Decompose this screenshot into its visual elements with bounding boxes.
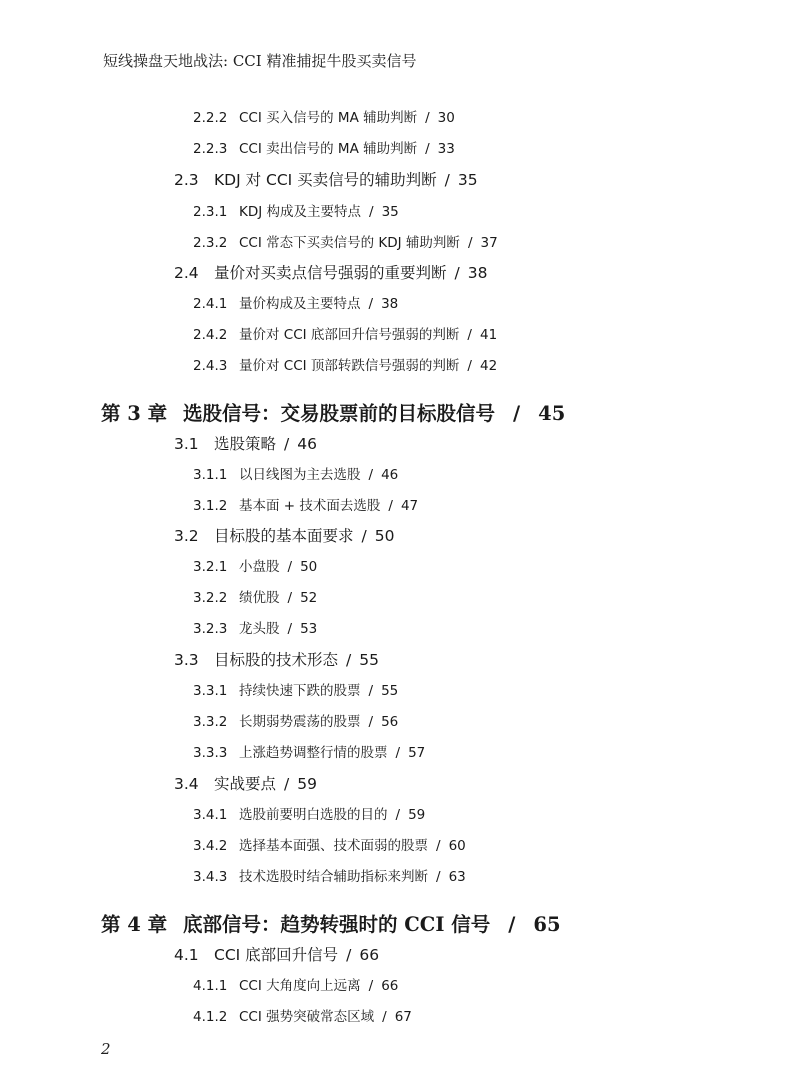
toc-entry[interactable] [193,586,317,606]
entry-page: 55 [381,683,399,699]
separator: / [395,807,401,823]
entry-title: 选股前要明白选股的目的 [239,807,388,823]
separator: / [284,775,290,793]
entry-number: 3.2.2 [193,590,228,606]
separator: / [467,327,472,343]
entry-number: 3.4.2 [193,838,228,854]
separator: / [467,235,473,251]
entry-title: 目标股的基本面要求 [214,527,354,545]
chapter-title: 底部信号：趋势转强时的 CCI 信号 [183,913,491,936]
entry-title: KDJ 构成及主要特点 [239,204,362,220]
separator: / [287,621,293,637]
toc-entry[interactable] [193,865,466,885]
separator: / [425,141,430,157]
toc-entry[interactable] [193,710,398,730]
separator: / [513,402,521,425]
toc-entry[interactable] [193,555,317,575]
entry-title: KDJ 对 CCI 买卖信号的辅助判断 [214,171,437,189]
entry-title: 目标股的技术形态 [214,651,339,669]
separator: / [287,559,293,575]
separator: / [388,498,393,514]
separator: / [361,527,367,545]
entry-page: 37 [480,235,498,251]
separator: / [382,1009,387,1025]
toc-entry[interactable] [193,106,455,126]
entry-title: 选股策略 [214,435,277,453]
entry-number: 3.1.2 [193,498,228,514]
entry-number: 2.3.2 [193,235,228,251]
entry-number: 2.4 [174,264,199,282]
entry-title: 量价对买卖点信号强弱的重要判断 [214,264,447,282]
chapter-page: 65 [533,913,561,936]
page-number: 2 [101,1040,111,1058]
entry-page: 35 [381,204,399,220]
entry-title: CCI 底部回升信号 [214,946,339,964]
separator: / [287,590,293,606]
entry-title: CCI 大角度向上远离 [239,978,361,994]
entry-page: 55 [359,651,379,669]
entry-page: 46 [297,435,317,453]
entry-title: CCI 卖出信号的 MA 辅助判断 [239,141,418,157]
toc-entry[interactable] [174,524,394,546]
separator: / [395,745,401,761]
entry-title: 以日线图为主去选股 [239,467,361,483]
toc-entry[interactable] [193,974,398,994]
chapter-title: 选股信号：交易股票前的目标股信号 [183,402,496,425]
toc-entry[interactable] [193,741,425,761]
separator: / [346,946,352,964]
entry-number: 2.3.1 [193,204,228,220]
entry-page: 30 [437,110,455,126]
entry-number: 3.3 [174,651,199,669]
separator: / [436,869,441,885]
separator: / [368,683,374,699]
entry-number: 4.1 [174,946,199,964]
entry-title: 小盘股 [239,559,280,575]
entry-number: 2.4.3 [193,358,228,374]
entry-page: 66 [359,946,380,964]
entry-page: 63 [448,869,466,885]
toc-entry[interactable] [193,617,317,637]
entry-title: 长期弱势震荡的股票 [239,714,361,730]
entry-title: 量价对 CCI 顶部转跌信号强弱的判断 [239,358,460,374]
entry-page: 66 [381,978,399,994]
toc-entry[interactable] [174,772,317,794]
toc-entry[interactable] [174,648,379,670]
separator: / [368,978,374,994]
entry-page: 33 [437,141,455,157]
toc-entry[interactable] [193,834,466,854]
entry-page: 60 [448,838,466,854]
entry-title: 持续快速下跌的股票 [239,683,361,699]
entry-page: 38 [467,264,488,282]
separator: / [284,435,290,453]
separator: / [369,204,374,220]
chapter-number: 第 4 章 [101,913,168,936]
entry-page: 57 [408,745,426,761]
separator: / [368,296,374,312]
entry-page: 35 [457,171,478,189]
toc-entry[interactable] [193,803,425,823]
entry-title: CCI 买入信号的 MA 辅助判断 [239,110,418,126]
separator: / [508,913,516,936]
entry-number: 3.2.3 [193,621,228,637]
separator: / [368,467,374,483]
separator: / [436,838,441,854]
entry-number: 3.4 [174,775,199,793]
entry-title: 选择基本面强、技术面弱的股票 [239,838,428,854]
running-head: 短线操盘天地战法: CCI 精准捕捉牛股买卖信号 [103,52,417,70]
entry-number: 3.3.3 [193,745,228,761]
entry-number: 3.4.1 [193,807,228,823]
entry-title: 龙头股 [239,621,280,637]
entry-title: 实战要点 [214,775,277,793]
entry-page: 53 [300,621,318,637]
entry-title: 量价构成及主要特点 [239,296,361,312]
separator: / [444,171,450,189]
separator: / [425,110,430,126]
entry-page: 50 [300,559,318,575]
entry-number: 2.4.2 [193,327,228,343]
toc-entry[interactable] [193,1005,412,1025]
entry-number: 4.1.2 [193,1009,228,1025]
toc-entry[interactable] [174,943,379,965]
entry-title: 上涨趋势调整行情的股票 [239,745,388,761]
entry-number: 2.4.1 [193,296,228,312]
entry-number: 3.1.1 [193,467,228,483]
toc-entry[interactable] [193,494,418,514]
separator: / [346,651,352,669]
entry-title: 技术选股时结合辅助指标来判断 [239,869,428,885]
chapter-heading[interactable] [101,398,565,426]
chapter-number: 第 3 章 [101,402,168,425]
toc-entry[interactable] [193,137,455,157]
entry-page: 52 [300,590,318,606]
chapter-heading[interactable] [101,909,561,937]
entry-number: 3.3.2 [193,714,228,730]
entry-title: CCI 常态下买卖信号的 KDJ 辅助判断 [239,235,460,251]
toc-entry[interactable] [193,679,398,699]
entry-page: 59 [297,775,317,793]
entry-number: 2.3 [174,171,199,189]
separator: / [368,714,374,730]
entry-title: 基本面 + 技术面去选股 [239,498,381,514]
entry-number: 3.1 [174,435,199,453]
entry-title: CCI 强势突破常态区域 [239,1009,375,1025]
entry-title: 量价对 CCI 底部回升信号强弱的判断 [239,327,460,343]
entry-page: 41 [479,327,498,343]
entry-page: 67 [394,1009,412,1025]
entry-number: 2.2.3 [193,141,228,157]
toc-entry[interactable] [174,261,487,283]
toc-entry[interactable] [174,168,478,190]
chapter-page: 45 [538,402,566,425]
entry-number: 4.1.1 [193,978,228,994]
entry-page: 59 [408,807,426,823]
entry-page: 38 [381,296,399,312]
toc-entry[interactable] [193,200,399,220]
entry-number: 2.2.2 [193,110,228,126]
entry-page: 42 [479,358,498,374]
entry-number: 3.3.1 [193,683,228,699]
toc-entry[interactable] [193,323,497,343]
toc-entry[interactable] [193,354,497,374]
separator: / [467,358,472,374]
toc-entry[interactable] [193,231,498,251]
entry-page: 50 [374,527,395,545]
entry-number: 3.2.1 [193,559,228,575]
toc-entry[interactable] [174,432,317,454]
entry-title: 绩优股 [239,590,280,606]
separator: / [454,264,460,282]
entry-page: 47 [400,498,419,514]
entry-page: 46 [381,467,399,483]
entry-number: 3.2 [174,527,199,545]
toc-entry[interactable] [193,463,398,483]
entry-number: 3.4.3 [193,869,228,885]
entry-page: 56 [381,714,399,730]
toc-entry[interactable] [193,292,398,312]
